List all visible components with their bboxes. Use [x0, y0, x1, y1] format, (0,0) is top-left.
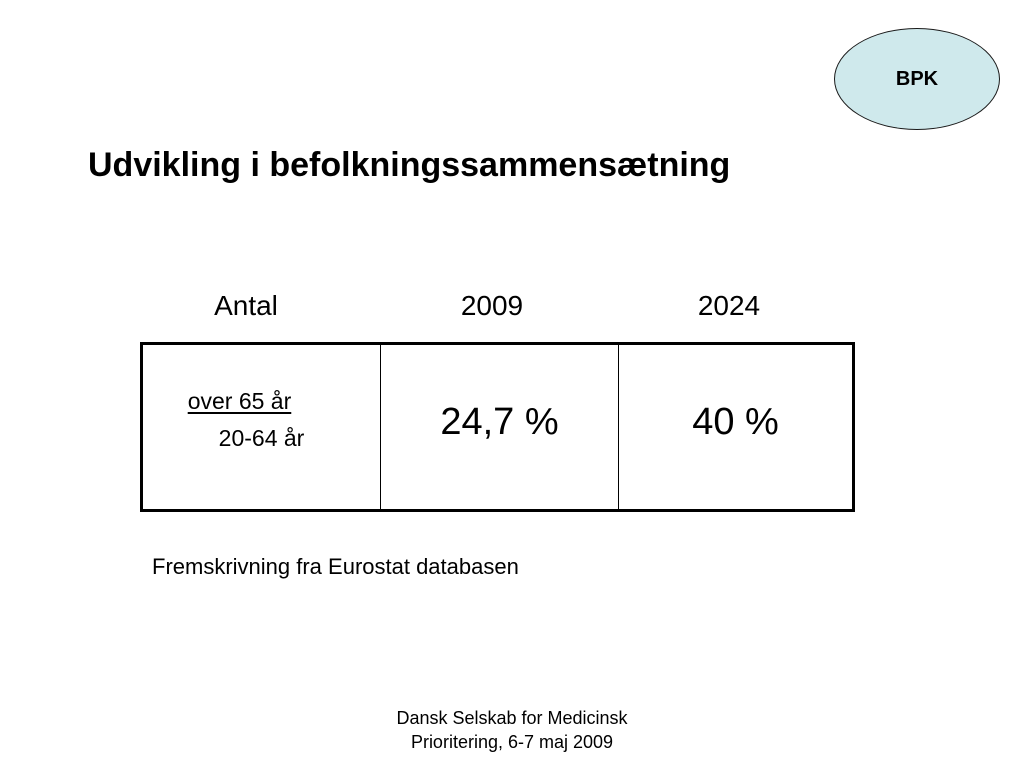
column-header-antal: Antal	[214, 290, 278, 321]
data-table	[140, 342, 855, 512]
bpk-badge	[834, 28, 1000, 130]
table-cell-2009	[381, 345, 619, 509]
ratio-numerator: over 65 år	[187, 388, 292, 414]
footer-line-1: Dansk Selskab for Medicinsk	[396, 708, 628, 728]
ratio-denominator: 20-64 år	[218, 425, 305, 451]
source-note: Fremskrivning fra Eurostat databasen	[152, 554, 519, 579]
slide-title: Udvikling i befolkningssammensætning	[88, 146, 731, 184]
value-2009: 24,7 %	[440, 400, 559, 443]
footer-line-2: Prioritering, 6-7 maj 2009	[410, 732, 614, 752]
column-header-2009: 2009	[460, 290, 524, 321]
column-header-2024: 2024	[697, 290, 761, 321]
value-2024: 40 %	[692, 400, 779, 443]
table-cell-label	[143, 345, 381, 509]
footer	[362, 706, 662, 754]
ratio-label	[187, 388, 305, 452]
table-cell-2024	[619, 345, 852, 509]
badge-label: BPK	[895, 67, 939, 90]
